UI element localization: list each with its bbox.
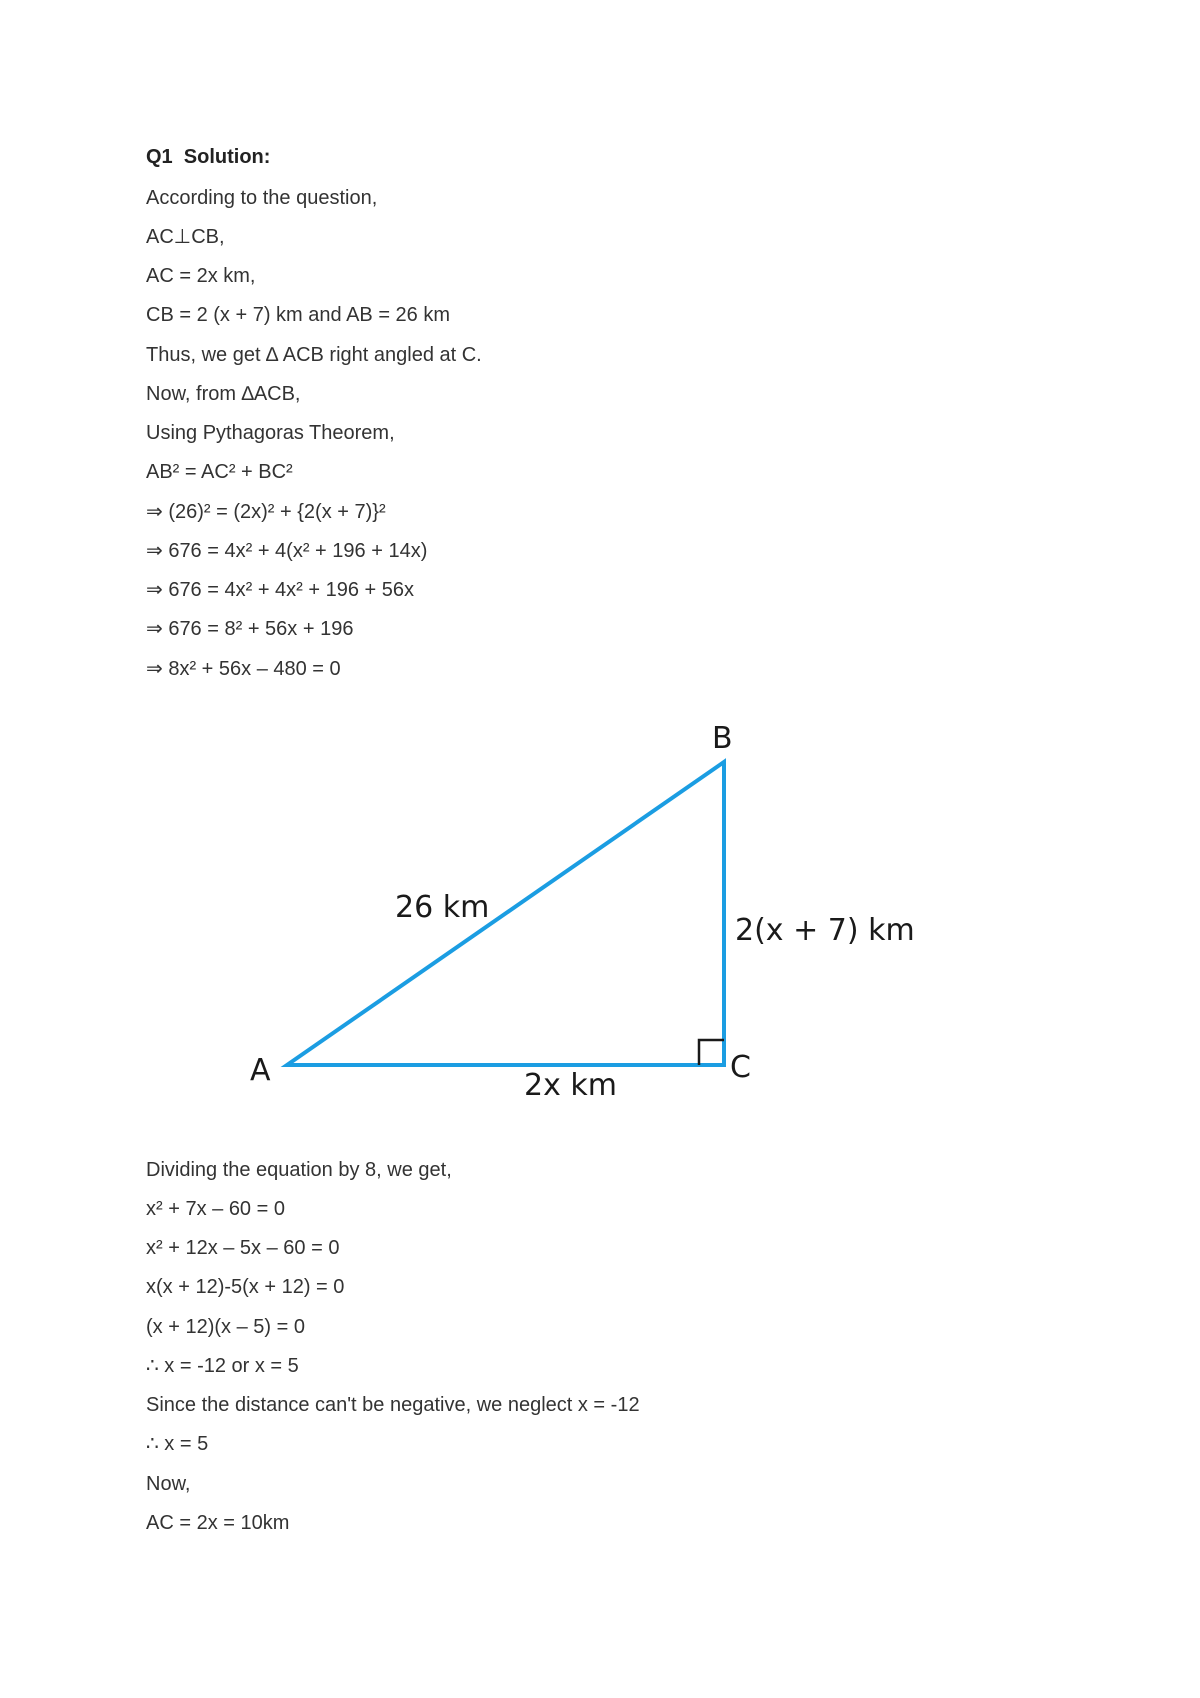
right-triangle-diagram	[230, 715, 920, 1115]
equation-line: ∴ x = -12 or x = 5	[146, 1355, 299, 1377]
equation-line: ⇒ 676 = 4x² + 4x² + 196 + 56x	[146, 579, 415, 601]
text-line: AC = 2x km,	[146, 265, 256, 287]
equation-line: x(x + 12)-5(x + 12) = 0	[146, 1276, 345, 1298]
text-line: Since the distance can't be negative, we neglect x = -12	[146, 1394, 640, 1416]
base-side-label: 2x km	[524, 1068, 617, 1103]
vertical-side-label: 2(x + 7) km	[735, 913, 915, 948]
equation-line: AC = 2x = 10km	[146, 1512, 290, 1534]
right-angle-marker	[699, 1040, 724, 1065]
text-line: Now, from ∆ACB,	[146, 383, 301, 405]
equation-line: ⇒ 676 = 4x² + 4(x² + 196 + 14x)	[146, 540, 428, 562]
equation-line: AB² = AC² + BC²	[146, 461, 293, 483]
text-line: Using Pythagoras Theorem,	[146, 422, 395, 444]
text-line: Thus, we get ∆ ACB right angled at C.	[146, 344, 482, 366]
vertex-a-label: A	[250, 1053, 271, 1088]
hypotenuse-label: 26 km	[395, 890, 490, 925]
equation-line: ⇒ 676 = 8² + 56x + 196	[146, 618, 354, 640]
equation-line: ∴ x = 5	[146, 1433, 209, 1455]
text-line: According to the question,	[146, 187, 378, 209]
equation-line: ⇒ (26)² = (2x)² + {2(x + 7)}²	[146, 501, 386, 523]
text-line: CB = 2 (x + 7) km and AB = 26 km	[146, 304, 451, 326]
solution-heading: Q1 Solution:	[146, 146, 271, 168]
triangle-acb	[287, 762, 724, 1065]
equation-line: x² + 12x – 5x – 60 = 0	[146, 1237, 340, 1259]
text-line: Now,	[146, 1473, 191, 1495]
text-line: AC⊥CB,	[146, 226, 225, 248]
equation-line: ⇒ 8x² + 56x – 480 = 0	[146, 658, 341, 680]
equation-line: x² + 7x – 60 = 0	[146, 1198, 285, 1220]
equation-line: (x + 12)(x – 5) = 0	[146, 1316, 305, 1338]
vertex-b-label: B	[712, 721, 733, 756]
vertex-c-label: C	[730, 1050, 751, 1085]
triangle-svg	[230, 715, 920, 1115]
text-line: Dividing the equation by 8, we get,	[146, 1159, 452, 1181]
